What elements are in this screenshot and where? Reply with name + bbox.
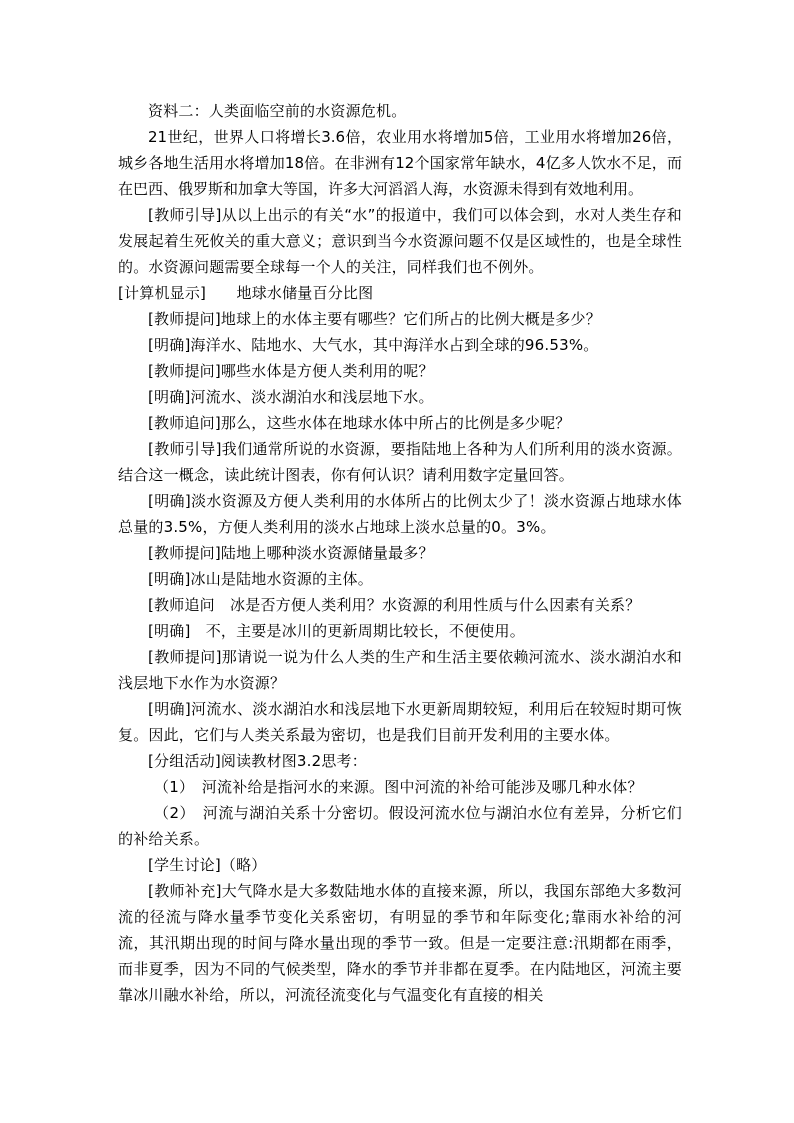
answer-line: [明确]海洋水、陆地水、大气水，其中海洋水占到全球的96.53%。 bbox=[148, 336, 599, 354]
activity-question-1: （1） 河流补给是指河水的来源。图中河流的补给可能涉及哪几种水体？ bbox=[154, 778, 643, 796]
answer-line: [明确]河流水、淡水湖泊水和浅层地下水。 bbox=[148, 388, 434, 406]
teacher-guide-paragraph: [教师引导]从以上出示的有关“水”的报道中，我们可以体会到，水对人类生存和发展起着生死攸关的重大意义；意识到当今水资源问题不仅是区域性的，也是全球性的。水资源问题需要全球每一个人的关注，同样我们也不例外。 bbox=[118, 206, 682, 276]
answer-line: [明确] 不，主要是冰川的更新周期比较长，不便使用。 bbox=[148, 622, 525, 640]
answer-paragraph: [明确]河流水、淡水湖泊水和浅层地下水更新周期较短，利用后在较短时期可恢复。因此，它们与人类关系最为密切，也是我们目前开发利用的主要水体。 bbox=[118, 700, 682, 744]
teacher-question-line: [教师提问]陆地上哪种淡水资源储量最多？ bbox=[148, 544, 434, 562]
material-paragraph: 21世纪，世界人口将增长3.6倍，农业用水将增加5倍，工业用水将增加26倍，城乡各地生活用水将增加18倍。在非洲有12个国家常年缺水，4亿多人饮水不足，而在巴西、俄罗斯和加拿大等国，许多大河滔滔人海，水资源未得到有效地利用。 bbox=[118, 128, 682, 198]
document-body bbox=[118, 98, 682, 1008]
computer-display-line: [计算机显示] 地球水储量百分比图 bbox=[118, 284, 374, 302]
teacher-supplement-paragraph: [教师补充]大气降水是大多数陆地水体的直接来源，所以，我国东部绝大多数河流的径流与降水量季节变化关系密切，有明显的季节和年际变化;靠雨水补给的河流，其汛期出现的时间与降水量出现的季节一致。但是一定要注意:汛期都在雨季，而非夏季，因为不同的气候类型，降水的季节并非都在夏季。在内陆地区，河流主要靠冰川融水补给，所以，河流径流变化与气温变化有直接的相关 bbox=[118, 882, 682, 1004]
teacher-question-paragraph: [教师提问]那请说一说为什么人类的生产和生活主要依赖河流水、淡水湖泊水和浅层地下水作为水资源？ bbox=[118, 648, 682, 692]
material-heading: 资料二：人类面临空前的水资源危机。 bbox=[148, 102, 407, 120]
teacher-followup-line: [教师追问 冰是否方便人类利用？水资源的利用性质与什么因素有关系？ bbox=[148, 596, 641, 614]
teacher-question-line: [教师提问]地球上的水体主要有哪些？它们所占的比例大概是多少？ bbox=[148, 310, 601, 328]
teacher-question-line: [教师提问]哪些水体是方便人类利用的呢？ bbox=[148, 362, 434, 380]
student-discussion-line: [学生讨论]（略） bbox=[148, 856, 267, 874]
teacher-followup-line: [教师追问]那么，这些水体在地球水体中所占的比例是多少呢？ bbox=[148, 414, 571, 432]
activity-question-2: （2） 河流与湖泊关系十分密切。假设河流水位与湖泊水位有差异，分析它们的补给关系。 bbox=[118, 804, 682, 848]
group-activity-line: [分组活动]阅读教材图3.2思考： bbox=[148, 752, 367, 770]
answer-paragraph: [明确]淡水资源及方便人类利用的水体所占的比例太少了！淡水资源占地球水体总量的3.5%，方便人类利用的淡水占地球上淡水总量的0。3%。 bbox=[118, 492, 682, 536]
answer-line: [明确]冰山是陆地水资源的主体。 bbox=[148, 570, 373, 588]
teacher-guide-paragraph: [教师引导]我们通常所说的水资源，要指陆地上各种为人们所利用的淡水资源。结合这一概念，读此统计图表，你有何认识？请利用数字定量回答。 bbox=[118, 440, 682, 484]
